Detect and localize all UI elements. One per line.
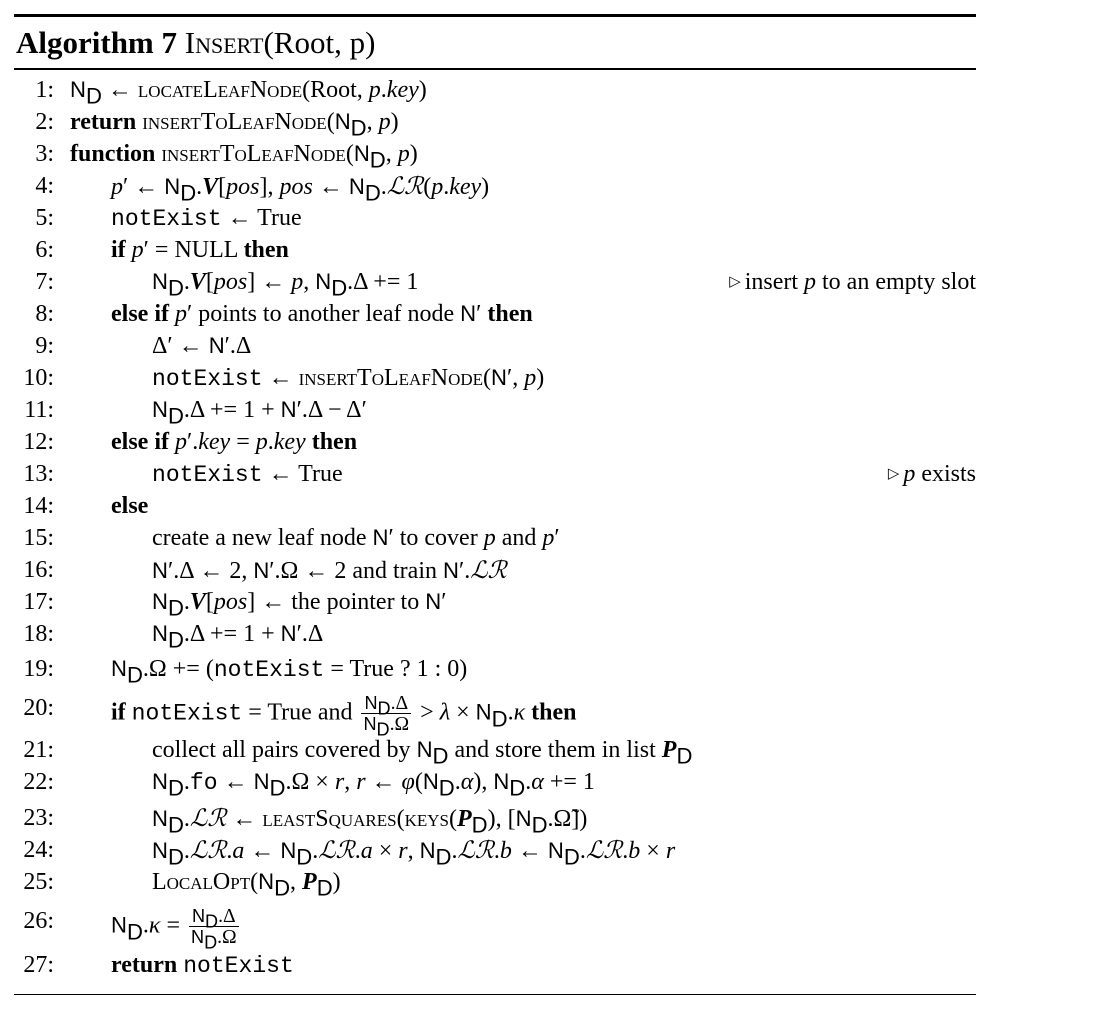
line-code: notExist ← True [152,460,343,488]
line-number: 23: [23,804,54,831]
caption-args: (Root, p) [263,25,376,60]
line-code: return $insertToLeafNode(N_D$, p) [70,108,399,141]
line-code: collect all pairs covered by $N_D$ and store them in list $P_D$ [152,736,693,769]
line-code: p′ ← $N_D.V[pos]$, pos ← $N_D.ℒℛ(p.key)$ [111,171,490,206]
line-comment [729,267,976,298]
line-number: 10: [23,364,54,391]
line-code: return notExist [111,951,294,979]
line-number: 18: [23,620,54,647]
line-number: 26: [23,907,54,934]
line-number: 24: [23,836,54,863]
line-number: 11: [24,396,54,423]
line-number: 7: [35,268,54,295]
line-number: 12: [23,428,54,455]
line-code: create a new leaf node N′ to cover p and p′ [152,524,560,551]
bottom-rule [14,994,976,996]
line-code: notExist ← insertToLeafNode(N′, p) [152,364,545,392]
line-number: 6: [35,236,54,263]
line-code: $N_D.\Delta += 1 + N'.\Delta - \Delta'$ [152,396,367,429]
line-number: 27: [23,951,54,978]
comment-text: p exists [903,460,976,487]
line-code: $N_D.\kappa$ = $\frac{N_D.\Delta}{N_D.\Omega}$ [111,904,237,953]
line-number: 22: [23,768,54,795]
line-number: 3: [35,140,54,167]
line-code: $N_D.\Delta += 1 + N'.\Delta$ [152,620,324,653]
line-code: else if p′.key = p.key then [111,428,358,455]
line-code: $N_D.V[pos]$ ← the pointer to N′ [152,588,447,621]
line-number: 8: [35,300,54,327]
line-code: if p′ = NULL then [111,236,289,263]
line-code: Δ′ ← N′.Δ [152,332,252,359]
line-number: 15: [23,524,54,551]
line-code: function $insertToLeafNode(N_D$, p) [70,140,418,173]
line-code: $N_D.\Omega$ += (notExist = True ? 1 : 0) [111,655,468,688]
algorithm-body [14,70,976,994]
line-code: if notExist = True and $\frac{N_D.\Delta}{N_D.\Omega}$ > $\lambda \times N_D.\kappa$ then [111,691,577,740]
line-number: 21: [23,736,54,763]
line-number: 4: [35,172,54,199]
line-number: 13: [23,460,54,487]
line-number: 17: [23,588,54,615]
line-code: $LocalOpt(N_D$, $P_D$) [152,868,341,901]
caption-procedure: Insert [184,25,264,60]
line-number: 19: [23,655,54,682]
line-comment [888,459,976,490]
line-code: else if p′ points to another leaf node N′ then [111,300,533,327]
line-code: $N_D.ℒℛ.a$ ← $N_D.ℒℛ.a \times r$, $N_D.ℒℛ.b$ ← $N_D.ℒℛ.b \times r$ [152,835,676,870]
line-code: else [111,492,149,519]
line-number: 2: [35,108,54,135]
caption-label: Algorithm 7 [16,25,178,60]
line-code: notExist ← True [111,204,302,232]
line-code: N′.Δ ← 2, N′.Ω ← 2 and train N′.ℒℛ [152,555,507,584]
algorithm-caption [14,17,976,68]
line-number: 16: [23,556,54,583]
comment-text: insert p to an empty slot [744,268,976,295]
line-number: 5: [35,204,54,231]
line-code: $N_D.V[pos]$ ← p, $N_D.\Delta += 1$ [152,268,419,301]
line-code: $N_D.fo$ ← $N_D.\Omega \times r$, r ← $\varphi(N_D.\alpha)$, $N_D.\alpha += 1$ [152,768,595,801]
line-number: 25: [23,868,54,895]
algorithm-block [14,14,976,995]
line-code: $N_D.ℒℛ$ ← $leastSquares(keys(P_D)$, $[N_D.\Omegã]$) [152,803,588,838]
line-number: 1: [35,76,54,103]
line-number: 9: [35,332,54,359]
comment-triangle-icon: ▷ [729,274,741,291]
line-code: $N_D$ ← locateLeafNode(Root, p.key) [70,76,427,109]
comment-triangle-icon: ▷ [887,466,900,483]
line-number: 14: [23,492,54,519]
line-number: 20: [23,694,54,721]
